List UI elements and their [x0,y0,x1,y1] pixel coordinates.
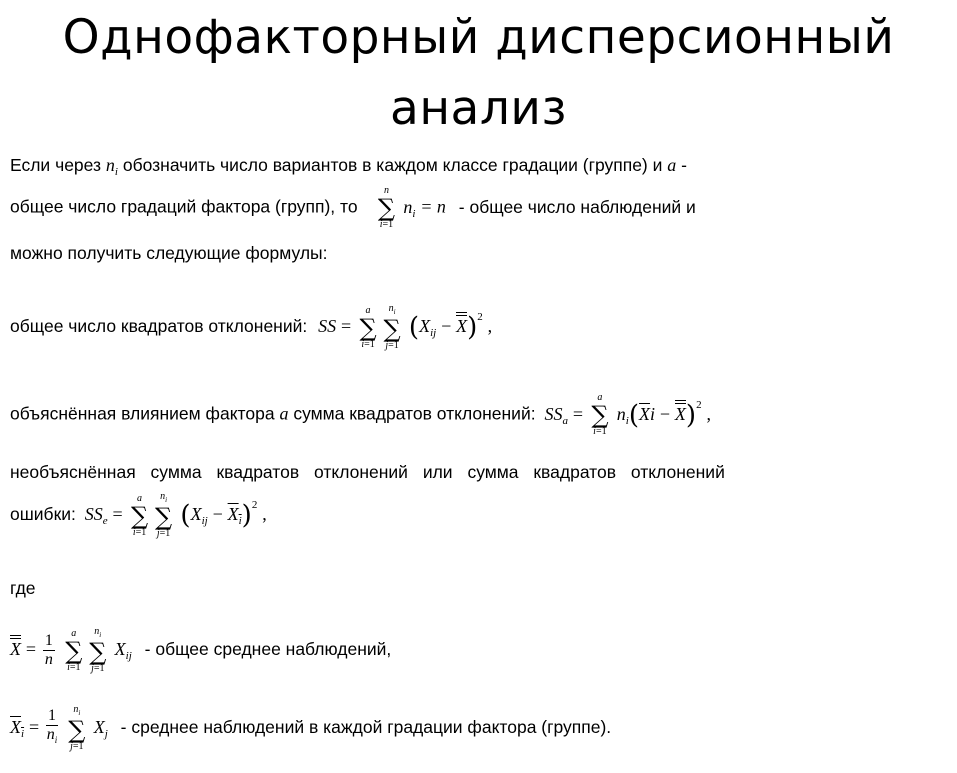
paragraph-line-3: можно получить следующие формулы: [10,243,328,263]
formula-sse-label-line: необъяснённая сумма квадратов отклонений или сумма квадратов отклонений [10,462,725,482]
formula-ss: SS = a ∑ i=1 $n_i$ ∑ j=1 $(X_{ij} - X)^2$ , [318,303,493,351]
formula-sse: $SS_e$ = a ∑ i=1 $n_i$ ∑ j=1 $(X_{ij} - X_i)^2$ , [84,491,267,539]
formula-ssa: $SS_a$ = a ∑ i=1 $n_i(\overline{X}i - X)^2$ , [544,392,711,437]
formula-total-n: n ∑ i=1 $n_i = n$ [374,186,445,230]
formula-group-mean: $X_i$ = $\frac{1}{n_i}$ $n_i$ ∑ j=1 $X_j$ [10,704,108,752]
formula-group-mean-row: $X_i$ = $\frac{1}{n_i}$ $n_i$ ∑ j=1 $X_j$ - среднее наблюдений в каждой градации фактора (группе). [10,704,612,752]
formula-grand-mean: X = $\frac{1}{n}$ a ∑ i=1 $n_i$ ∑ j=1 $X_{ij}$ [10,626,132,674]
paragraph-line-1: Если через $n_i$ обозначить число вариантов в каждом классе градации (группе) и a - [10,155,687,178]
where-label: где [10,578,36,598]
formula-ss-row: общее число квадратов отклонений: SS = a ∑ i=1 $n_i$ ∑ j=1 $(X_{ij} - X)^2$ , [10,303,493,351]
formula-ssa-row: объяснённая влиянием фактора a сумма квадратов отклонений: $SS_a$ = a ∑ i=1 $n_i(\overline{X}i - X)^2$ , [10,392,711,437]
paragraph-line-2: общее число градаций фактора (групп), то n ∑ i=1 $n_i = n$ - общее число наблюдений и [10,185,696,230]
formula-grand-mean-row: X = $\frac{1}{n}$ a ∑ i=1 $n_i$ ∑ j=1 $X_{ij}$ - общее среднее наблюдений, [10,626,392,674]
formula-sse-row: ошибки: $SS_e$ = a ∑ i=1 $n_i$ ∑ j=1 $(X_{ij} - X_i)^2$ , [10,491,267,539]
sum-symbol: n ∑ i=1 [377,185,396,230]
var-ni: $n_i$ [105,155,118,178]
title-line-1: Однофакторный дисперсионный [62,10,895,65]
slide-title [0,2,957,144]
title-line-2: анализ [390,81,567,136]
var-a: a [667,155,677,175]
